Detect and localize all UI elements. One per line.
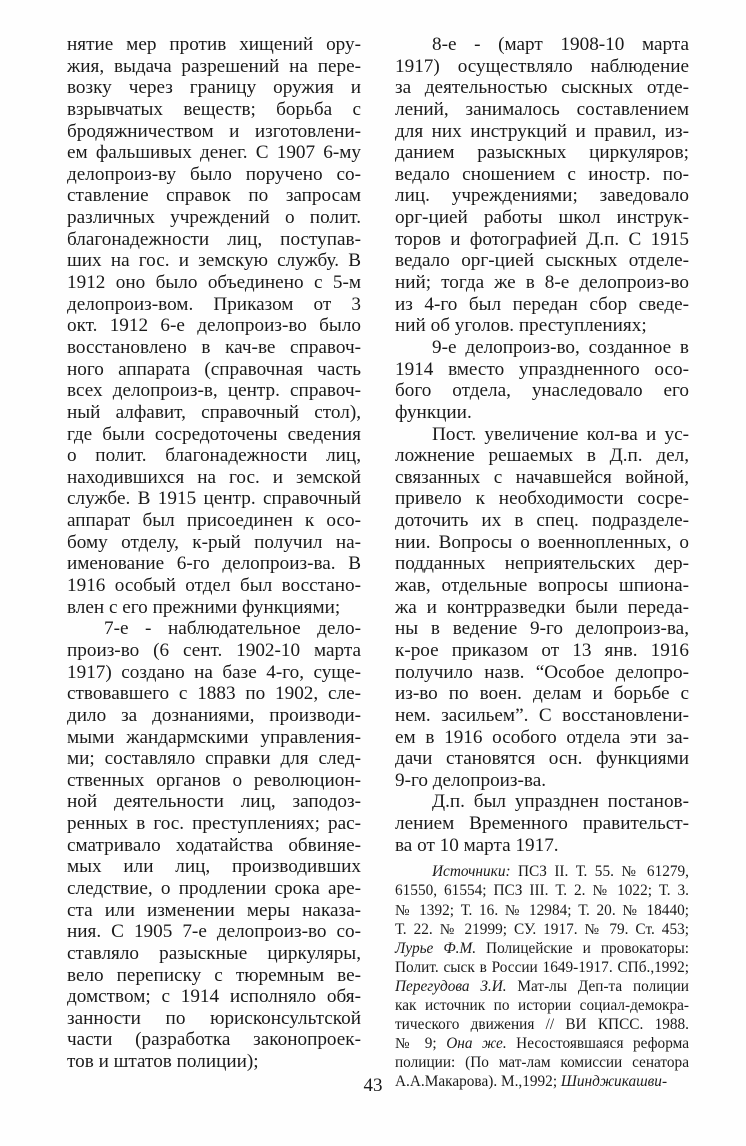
text-line: различных учреждений о полит. [67,207,361,229]
text-line: получило назв. “Особое делопро- [395,661,689,683]
text-line: бродяжничеством и изготовлени- [67,120,361,142]
text-line: ний; тогда же в 8-е делопроиз-во [395,272,689,294]
source-line [395,881,689,900]
text-line: ний об уголов. преступлениях; [395,315,647,337]
text-line: делопроиз-вом. Приказом от 3 [67,293,361,315]
text-line: ведало орг-цией сыскных отделе- [395,250,689,272]
text-line: о полит. благонадежности лиц, [67,445,361,467]
paragraph [395,34,689,337]
text-line: 9-го делопроиз-ва. [395,769,547,791]
source-text: тического движения // ВИ КПСС. 1988. [395,1016,689,1034]
text-line: ния. С 1905 7-е делопроиз-во со- [67,921,361,943]
source-text: Полит. сыск в России 1649-1917. СПб.,1992; [395,958,689,976]
source-author: Источники: [432,863,511,881]
text-line: торов и фотографией Д.п. С 1915 [395,228,689,250]
text-line: привело к необходимости сосре- [395,488,689,510]
text-line: жав, отдельные вопросы шпиона- [395,575,689,597]
source-text: ПСЗ II. Т. 55. № 61279, [510,863,689,881]
text-line: взрывчатых веществ; борьба с [67,98,361,120]
text-line: связанных с начавшейся войной, [395,466,689,488]
text-line: ствовавшего с 1883 по 1902, сле- [67,683,361,705]
text-line: домством; с 1914 исполняло обя- [67,986,361,1008]
text-line: ва от 10 марта 1917. [395,834,559,856]
text-line: службе. В 1915 центр. справочный [67,488,361,510]
text-line: где были сосредоточены сведения [67,423,361,445]
text-line: из-во по воен. делам и борьбе с [395,683,689,705]
text-line: ем фальшивых денег. С 1907 6-му [67,142,361,164]
text-line: тов и штатов полиции); [67,1051,259,1073]
text-line: ста или изменении меры наказа- [67,899,361,921]
right-column [395,34,689,1091]
text-line: из 4-го был передан сбор сведе- [395,293,689,315]
source-text: Мат-лы Деп-та полиции [506,977,689,995]
text-line: ставляло разыскные циркуляры, [67,942,361,964]
source-text: Т. 22. № 21999; СУ. 1917. № 79. Ст. 453; [395,920,689,938]
source-author: Лурье Ф.М. [395,939,477,957]
source-line [395,996,689,1015]
text-line: 1917) осуществляло наблюдение [395,55,689,77]
text-line: 1917) создано на базе 4-го, суще- [67,661,361,683]
text-line: жа и контрразведки были переда- [395,596,689,618]
source-line [395,958,689,977]
text-line: для них инструкций и правил, из- [395,120,689,142]
source-text: Несостоявшаяся реформа [506,1035,689,1053]
source-author: Она же. [446,1035,507,1053]
text-line: орг-цией работы школ инструк- [395,207,689,229]
source-text: Полицейские и провокаторы: [476,939,689,957]
text-line: 7-е - наблюдательное дело- [104,618,361,640]
text-line: вело переписку с тюремным ве- [67,964,361,986]
text-line: бого отдела, унаследовало его [395,380,689,402]
paragraph [67,34,361,618]
text-line: лений, занималось составлением [395,98,689,120]
text-line: 1912 оно было объединено с 5-м [67,272,361,294]
text-line: возку через границу оружия и [67,77,361,99]
text-line: лением Временного правительст- [395,813,689,835]
source-line [395,939,689,958]
text-line: аппарат был присоединен к осо- [67,510,361,532]
text-line: 1914 вместо упраздненного осо- [395,358,689,380]
paragraph [67,618,361,1072]
text-line: Пост. увеличение кол-ва и ус- [432,423,689,445]
text-line: 1916 особый отдел был восстано- [67,575,361,597]
text-line: ведало сношением с иностр. по- [395,163,689,185]
text-line: ем в 1916 особого отдела эти за- [395,726,689,748]
source-author: Перегудова З.И. [395,977,507,995]
text-line: восстановлено в кач-ве справоч- [67,336,361,358]
text-line: мых или лиц, производивших [67,856,361,878]
text-line: дачи становятся осн. функциями [395,748,689,770]
text-line: именование 6-го делопроиз-ва. В [67,553,361,575]
left-column [67,34,361,1073]
text-line: нятие мер против хищений ору- [67,34,361,55]
text-line: ставление справок по запросам [67,185,361,207]
text-line: данием разыскных циркуляров; [395,142,689,164]
text-line: находившихся на гос. и земской [67,466,361,488]
text-line: 9-е делопроиз-во, созданное в [432,336,689,358]
source-text: 61550, 61554; ПСЗ III. Т. 2. № 1022; Т. 3. [395,882,689,900]
paragraph [395,791,689,856]
source-line [395,901,689,920]
text-line: ной деятельности лиц, заподоз- [67,791,361,813]
source-text: А.А.Макарова). М.,1992; [395,1073,561,1091]
text-line: дило за дознаниями, производи- [67,704,361,726]
text-line: лиц. учреждениями; заведовало [395,185,689,207]
text-line: за деятельностью сыскных отде- [395,77,689,99]
text-line: нем. засильем”. С восстановлени- [395,704,689,726]
text-line: ших на гос. и земскую службу. В [67,250,361,272]
text-line: жия, выдача разрешений на пере- [67,55,361,77]
paragraph [395,424,689,792]
source-line [395,977,689,996]
source-text: № 9; [395,1035,447,1053]
text-line: ный алфавит, справочный стол), [67,401,361,423]
paragraph [395,337,689,424]
text-line: мыми жандармскими управления- [67,726,361,748]
text-line: части (разработка законопроек- [67,1029,361,1051]
text-line: Д.п. был упразднен постанов- [432,791,689,813]
source-line [395,920,689,939]
text-line: нии. Вопросы о военнопленных, о [395,531,689,553]
source-text: полиции: (По мат-лам комиссии сенатора [395,1054,689,1072]
source-text: как источник по истории социал-демокра- [395,997,689,1014]
source-line [395,1015,689,1034]
source-author: Шинджикашви- [560,1073,668,1091]
text-line: ны в ведение 9-го делопроиз-ва, [395,618,689,640]
text-line: ственных органов о революцион- [67,769,361,791]
page-number: 43 [363,1075,383,1096]
text-line: бому отделу, к-рый получил на- [67,531,361,553]
text-line: ренных в гос. преступлениях; рас- [67,813,361,835]
text-line: к-рое приказом от 13 янв. 1916 [395,639,689,661]
text-line: окт. 1912 6-е делопроиз-во было [67,315,361,337]
text-line: функции. [395,401,472,423]
text-line: произ-во (6 сент. 1902-10 марта [67,639,361,661]
text-line: делопроиз-ву было поручено со- [67,163,361,185]
sources-block [395,862,689,1091]
text-line: влен с его прежними функциями; [67,596,341,618]
text-line: ложнение решаемых в Д.п. дел, [395,445,689,467]
source-text: № 1392; Т. 16. № 12984; Т. 20. № 18440; [395,901,689,919]
text-line: следствие, о продлении срока аре- [67,877,361,899]
source-line [395,862,689,881]
text-line: доточить их в спец. подразделе- [395,510,689,532]
text-line: всех делопроиз-в, центр. справоч- [67,380,361,402]
text-line: благонадежности лиц, поступав- [67,228,361,250]
text-line: 8-е - (март 1908-10 марта [432,34,689,55]
text-line: подданных неприятельских дер- [395,553,689,575]
source-line [395,1034,689,1053]
text-line: сматривало ходатайства обвиняе- [67,834,361,856]
text-line: ного аппарата (справочная часть [67,358,361,380]
text-line: занности по юрисконсультской [67,1007,361,1029]
source-line [395,1053,689,1072]
text-line: ми; составляло справки для след- [67,748,361,770]
